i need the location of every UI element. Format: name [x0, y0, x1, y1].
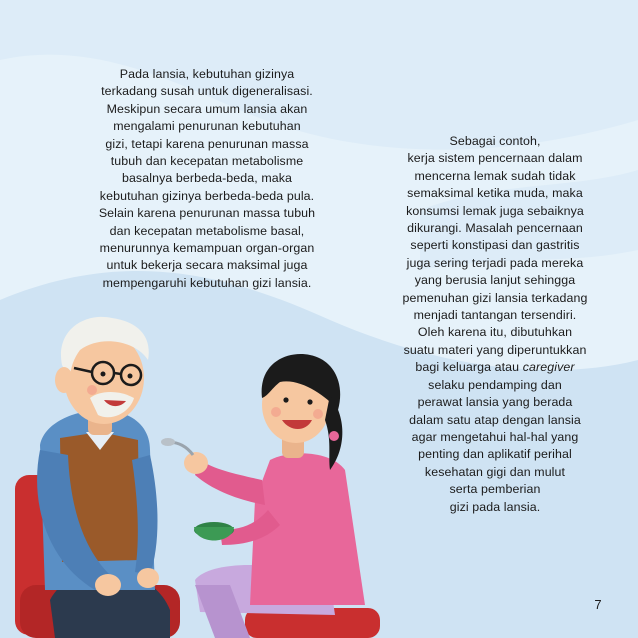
text-line: basalnya berbeda-beda, maka	[121, 171, 293, 186]
text-line: mempengaruhi kebutuhan gizi lansia.	[102, 275, 312, 290]
text-line: Meskipun secara umum lansia akan	[106, 101, 308, 116]
text-line: dikurangi. Masalah pencernaan	[407, 221, 583, 236]
text-line: terkadang susah untuk digeneralisasi.	[101, 84, 313, 99]
text-line: tubuh dan kecepatan metabolisme	[110, 154, 304, 169]
text-line: mencerna lemak sudah tidak	[414, 168, 576, 183]
text-line: yang berusia lanjut sehingga	[414, 273, 576, 288]
text-line: penting dan aplikatif perihal	[418, 447, 572, 462]
paragraph-left	[52, 66, 362, 292]
caregiver-emphasis: caregiver	[522, 360, 575, 375]
text-line: menurunnya kemampuan organ-organ	[99, 241, 315, 256]
text-line: dalam satu atap dengan lansia	[409, 412, 581, 427]
text-line: dan kecepatan metabolisme basal,	[109, 223, 305, 238]
text-line: menjadi tantangan tersendiri.	[413, 308, 577, 323]
text-line: juga sering terjadi pada mereka	[406, 255, 584, 270]
text-line: gizi, tetapi karena penurunan massa	[105, 136, 309, 151]
text-line: Pada lansia, kebutuhan gizinya	[119, 67, 295, 81]
text-segment: bagi keluarga atau	[415, 360, 523, 375]
text-line: suatu materi yang diperuntukkan	[403, 342, 587, 357]
page-number: 7	[594, 597, 602, 612]
text-line: gizi pada lansia.	[449, 499, 541, 514]
text-line: mengalami penurunan kebutuhan	[113, 119, 301, 134]
text-line: kerja sistem pencernaan dalam	[407, 151, 583, 166]
caregiver-woman	[161, 354, 365, 638]
text-line: kesehatan gigi dan mulut	[424, 464, 566, 479]
text-line-caregiver	[360, 359, 630, 376]
text-line: untuk bekerja secara maksimal juga	[106, 258, 308, 273]
text-line: serta pemberian	[449, 482, 541, 497]
text-line: Selain karena penurunan massa tubuh	[98, 206, 316, 221]
caregiver-feeding-elderly-illustration	[0, 300, 420, 638]
paragraph-right	[360, 133, 630, 516]
text-line: seperti konstipasi dan gastritis	[410, 238, 580, 253]
text-line: selaku pendamping dan	[428, 377, 562, 392]
text-line: konsumsi lemak juga sebaiknya	[406, 203, 584, 218]
text-line: pemenuhan gizi lansia terkadang	[402, 290, 588, 305]
text-line: agar mengetahui hal-hal yang	[411, 429, 579, 444]
elderly-man	[37, 317, 170, 638]
text-line: Sebagai contoh,	[449, 134, 541, 148]
text-line: kebutuhan gizinya berbeda-beda pula.	[99, 188, 315, 203]
text-line: Oleh karena itu, dibutuhkan	[417, 325, 573, 340]
text-line: semaksimal ketika muda, maka	[407, 186, 583, 201]
text-line: perawat lansia yang berada	[417, 395, 573, 410]
